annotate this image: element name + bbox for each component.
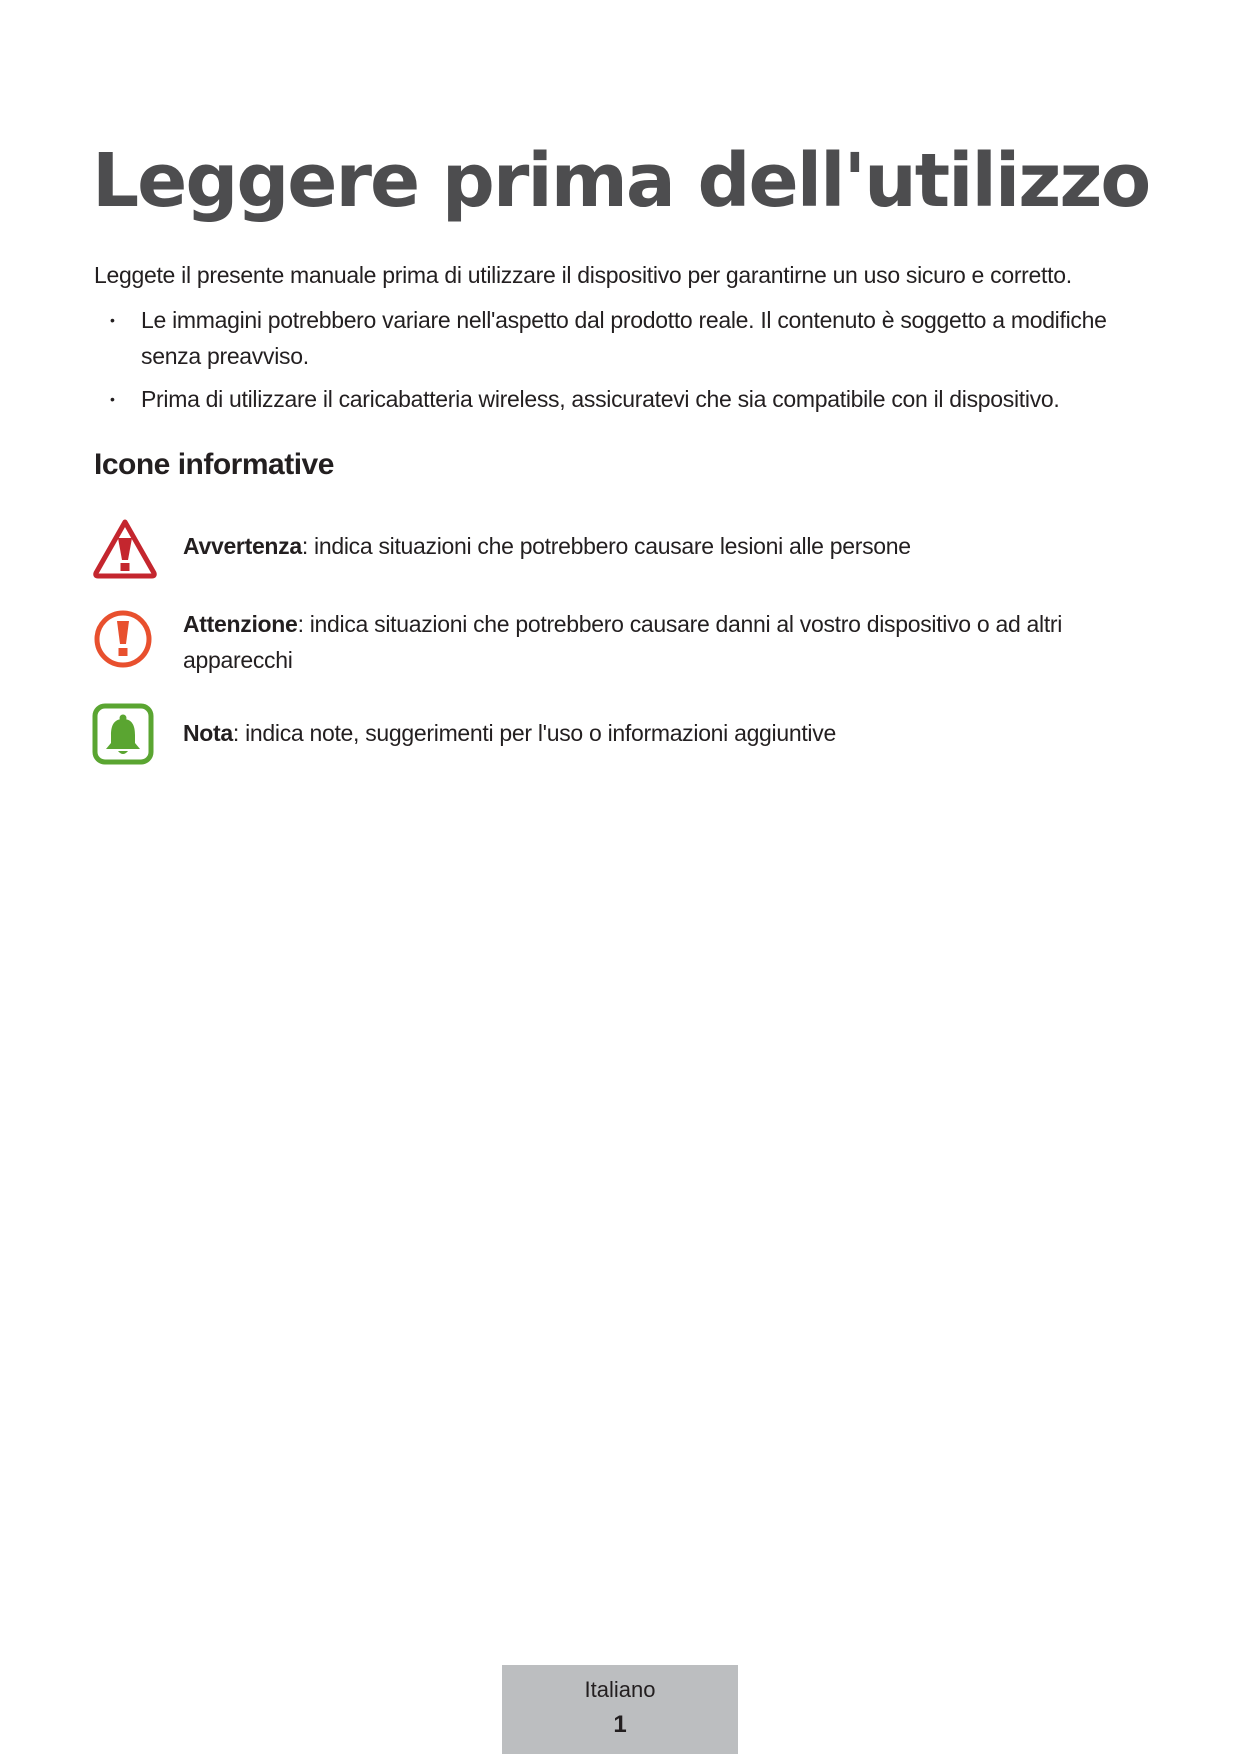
list-item xyxy=(94,302,1164,374)
info-term: Nota xyxy=(183,720,233,746)
caution-circle-icon xyxy=(92,606,158,672)
bullet-dot: • xyxy=(110,391,115,407)
info-description: : indica situazioni che potrebbero causare lesioni alle persone xyxy=(301,533,911,559)
info-description: : indica note, suggerimenti per l'uso o informazioni aggiuntive xyxy=(232,720,836,746)
page-footer xyxy=(502,1665,738,1754)
footer-language: Italiano xyxy=(584,1677,656,1702)
list-item-text: Le immagini potrebbero variare nell'aspetto dal prodotto reale. Il contenuto è soggetto a modifiche senza preavviso. xyxy=(141,307,1107,369)
info-text-caution xyxy=(183,606,1143,678)
section-heading: Icone informative xyxy=(94,448,334,481)
info-term: Attenzione xyxy=(183,611,298,637)
info-description: : indica situazioni che potrebbero causare danni al vostro dispositivo o ad altri apparecchi xyxy=(183,611,1063,673)
list-item xyxy=(94,381,1164,417)
bullet-dot: • xyxy=(110,312,115,328)
page-title: Leggere prima dell'utilizzo xyxy=(92,138,1150,224)
warning-triangle-icon xyxy=(92,516,158,582)
list-item-text: Prima di utilizzare il caricabatteria wireless, assicuratevi che sia compatibile con il dispositivo. xyxy=(141,386,1060,412)
notice-list xyxy=(94,302,1164,424)
intro-paragraph: Leggete il presente manuale prima di utilizzare il dispositivo per garantirne un uso sicuro e corretto. xyxy=(94,262,1072,288)
info-text-warning xyxy=(183,528,1143,564)
info-text-note xyxy=(183,715,1143,751)
page-number: 1 xyxy=(613,1711,627,1738)
info-term: Avvertenza xyxy=(183,533,302,559)
note-bell-icon xyxy=(92,703,158,769)
